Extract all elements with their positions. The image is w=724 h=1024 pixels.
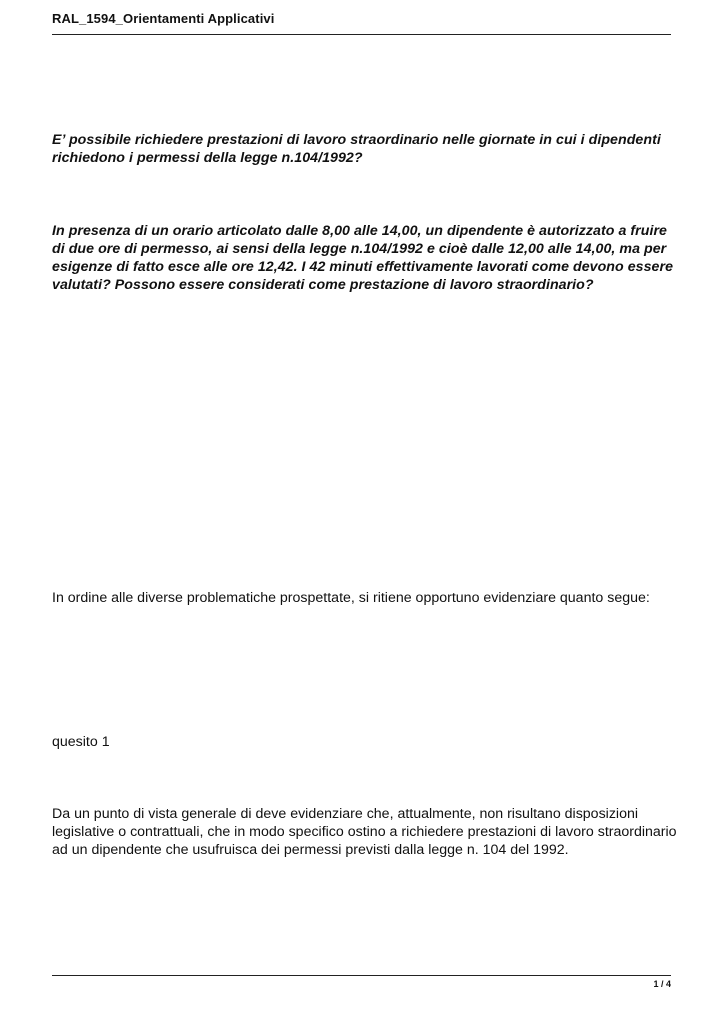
response-intro: In ordine alle diverse problematiche prospettate, si ritiene opportuno evidenziare quanto segue: — [52, 590, 650, 606]
page-number: 1 / 4 — [653, 979, 671, 989]
footer-divider — [52, 975, 671, 976]
question-text: In presenza di un orario articolato dalle 8,00 alle 14,00, un dipendente è autorizzato a fruire di due ore di permesso, ai sensi della legge n.104/1992 e cioè dalle 12,00 alle 14,00, ma per esigenze di fatto esce alle ore 12,42. I 42 minuti effettivamente lavorati come devono essere valutati? Possono essere considerati come prestazione di lavoro straordinario? — [52, 223, 674, 293]
section-heading: quesito 1 — [52, 734, 110, 750]
header-divider — [52, 34, 671, 35]
section-body: Da un punto di vista generale di deve evidenziare che, attualmente, non risultano disposizioni legislative o contrattuali, che in modo specifico ostino a richiedere prestazioni di lavoro straordinario ad un dipendente che usufruisca dei permessi previsti dalla legge n. 104 del 1992. — [52, 806, 677, 858]
question-text: E’ possibile richiedere prestazioni di lavoro straordinario nelle giornate in cui i dipendenti richiedono i permessi della legge n.104/1992? — [52, 132, 661, 166]
document-title: RAL_1594_Orientamenti Applicativi — [52, 11, 275, 26]
